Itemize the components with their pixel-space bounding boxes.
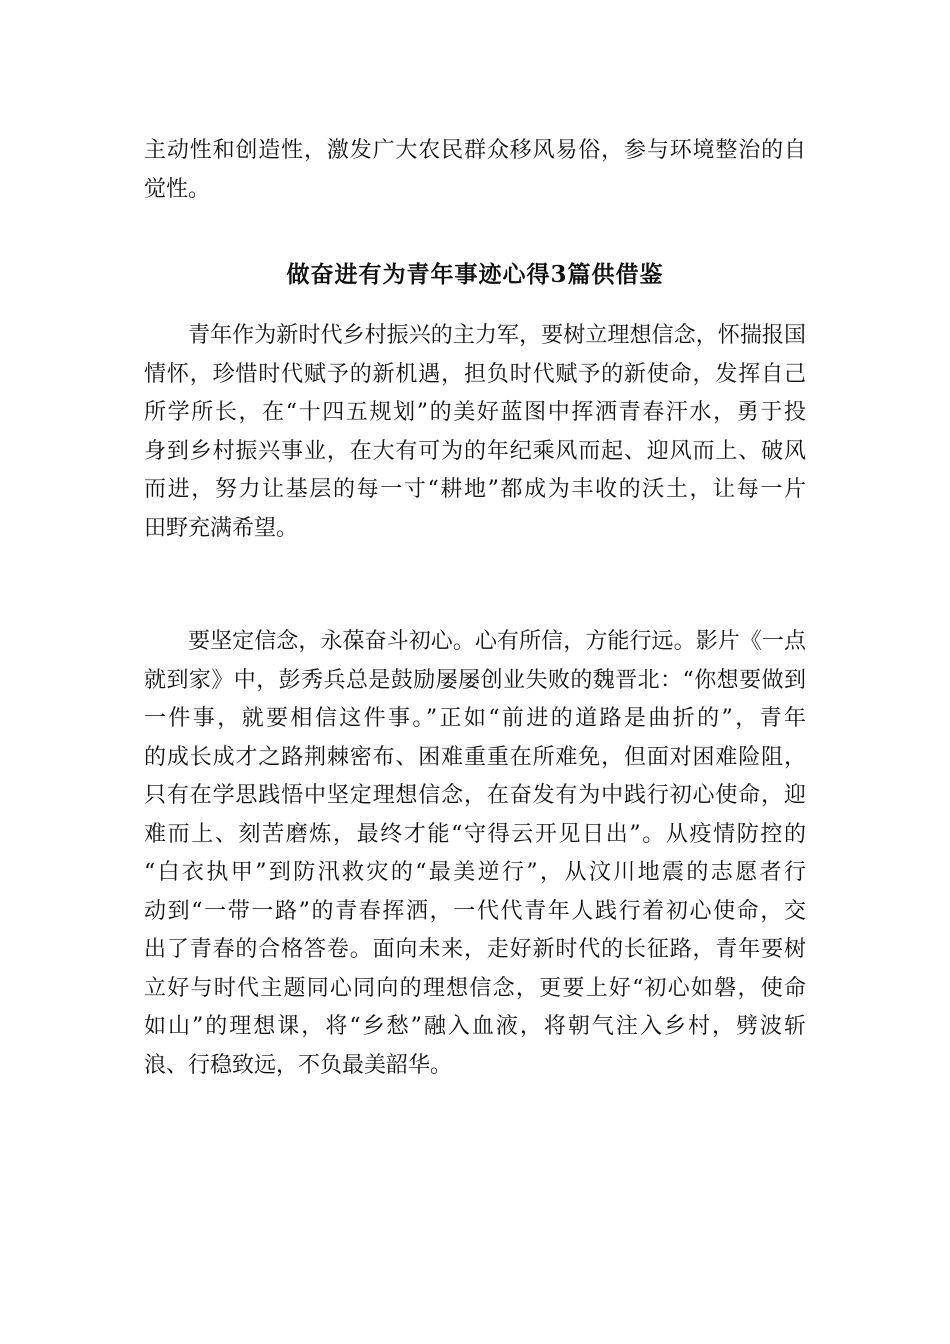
paragraph-line: 浪、行稳致远，不负最美韶华。 (144, 1052, 453, 1078)
paragraph-line: 要坚定信念，永葆奋斗初心。心有所信，方能行远。影片《一点 (188, 629, 806, 654)
paragraph-line: 如山”的理想课，将“乡愁”融入血液，将朝气注入乡村，劈波斩 (144, 1014, 806, 1039)
paragraph-line: 所学所长，在“十四五规划”的美好蓝图中挥洒青春汗水，勇于投 (144, 400, 806, 425)
carryover-paragraph (144, 132, 806, 209)
paragraph-line: 身到乡村振兴事业，在大有可为的年纪乘风而起、迎风而上、破风 (144, 438, 806, 464)
body-paragraph-2 (144, 623, 806, 1085)
paragraph-line: 立好与时代主题同心同向的理想信念，更要上好“初心如磐，使命 (144, 975, 806, 1001)
paragraph-line: 动到“一带一路”的青春挥洒，一代代青年人践行着初心使命，交 (144, 898, 806, 924)
paragraph-line: 主动性和创造性，激发广大农民群众移风易俗，参与环境整治的自 (144, 138, 806, 163)
paragraph-line: 一件事，就要相信这件事。”正如“前进的道路是曲折的”，青年 (144, 706, 806, 731)
paragraph-line: 而进，努力让基层的每一寸“耕地”都成为丰收的沃土，让每一片 (144, 477, 806, 502)
paragraph-line: 情怀，珍惜时代赋予的新机遇，担负时代赋予的新使命，发挥自己 (144, 361, 806, 387)
article-title: 做奋进有为青年事迹心得3篇供借鉴 (286, 261, 664, 288)
paragraph-line: 难而上、刻苦磨炼，最终才能“守得云开见日出”。从疫情防控的 (144, 821, 806, 847)
paragraph-line: 觉性。 (144, 176, 211, 202)
body-paragraph-1 (144, 317, 806, 548)
paragraph-line: 出了青春的合格答卷。面向未来，走好新时代的长征路，青年要树 (144, 937, 806, 962)
paragraph-line: 青年作为新时代乡村振兴的主力军，要树立理想信念，怀揣报国 (188, 323, 806, 348)
paragraph-line: 就到家》中，彭秀兵总是鼓励屡屡创业失败的魏晋北：“你想要做到 (144, 667, 806, 693)
paragraph-line: 田野充满希望。 (144, 515, 299, 541)
paragraph-line: 只有在学思践悟中坚定理想信念，在奋发有为中践行初心使命，迎 (144, 783, 806, 808)
paragraph-line: “白衣执甲”到防汛救灾的“最美逆行”，从汶川地震的志愿者行 (144, 860, 806, 885)
paragraph-line: 的成长成才之路荆棘密布、困难重重在所难免，但面对困难险阻， (144, 744, 806, 770)
